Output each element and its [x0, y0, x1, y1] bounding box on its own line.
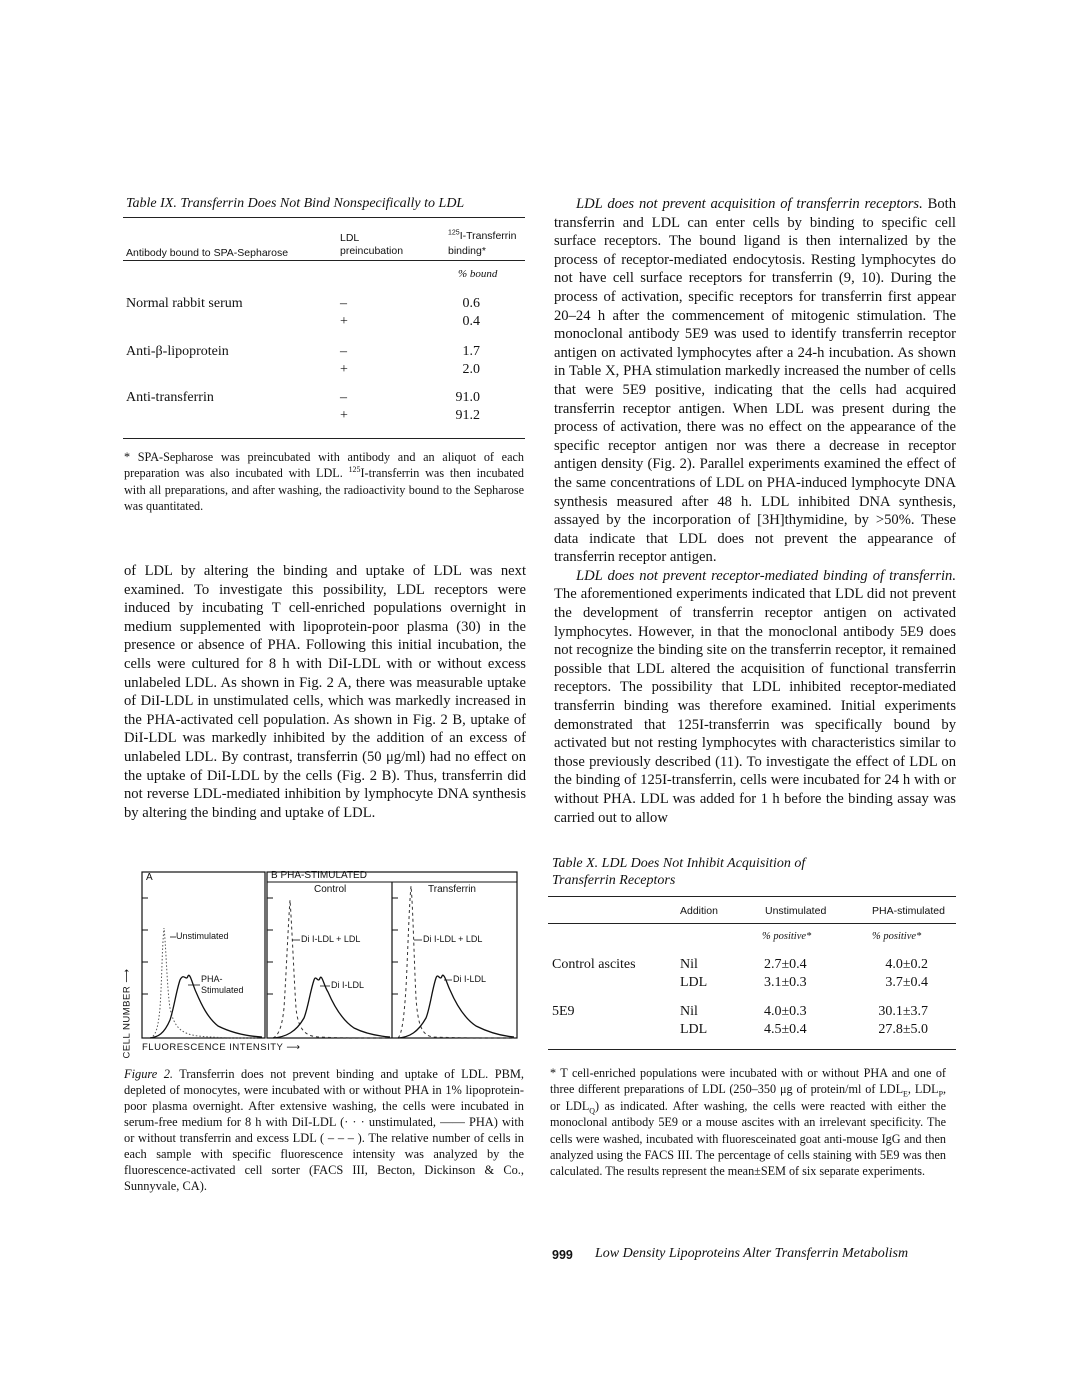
table-10-pha: 3.7±0.4: [885, 975, 928, 990]
table-9-title: Table IX. Transferrin Does Not Bind Nonspecifically to LDL: [126, 196, 465, 211]
table-10-title-1: Table X. LDL Does Not Inhibit Acquisition of: [552, 856, 806, 871]
label-transferrin-dil-ldl: Di I-LDL: [453, 974, 487, 984]
table-9-header-ldl-2: preincubation: [340, 245, 404, 257]
table-9-antibody: Normal rabbit serum: [126, 296, 243, 311]
label-pha-1: PHA-: [201, 974, 223, 984]
table-10-unstim: 4.5±0.4: [764, 1022, 807, 1037]
heading-acquisition: LDL does not prevent acquisition of transferrin receptors.: [576, 196, 923, 212]
table-10-addition: LDL: [680, 1022, 708, 1037]
curve-control-dil-ldl-plus-ldl: [273, 900, 388, 1038]
table-9-footnote: * SPA-Sepharose was preincubated with antibody and an aliquot of each preparation was also incubated with LDL. $^{125}$I-transferrin was then incubated with all preparations, and after washing, the radioactivity bound to the Sepharose was quantitated.: [124, 450, 525, 514]
table-9-ldl-plus: +: [340, 408, 348, 423]
table-10-pha: 27.8±5.0: [878, 1022, 928, 1037]
right-body-text: LDL does not prevent acquisition of transferrin receptors. Both transferrin and LDL can enter cells by binding to specific cell surface receptors. The bound ligand is then internalized by the process of receptor-mediated endocytosis. Resting lymphocytes do not have cell surface receptors for transferrin (9, 10). During the process of activation, specific receptors for transferrin first appear 20–24 h after the commencement of mitogenic stimulation. The monoclonal antibody 5E9 was used to identify transferrin receptor antigen on activated lymphocytes after a 24-h incubation. As shown in Table X, PHA stimulation markedly increased the number of cells that were 5E9 positive, indicating that the cells had acquired transferrin receptor antigen. When LDL was present during the process of activation, there was no effect on the appearance of the specific receptor antigen nor was there a decrease in receptor antigen density (Fig. 2). Parallel experiments examined the effect of the same concentrations of LDL on PHA-induced lymphocyte DNA synthesis measured after 48 h. LDL inhibited DNA synthesis, assayed by the incorporation of [3H]thymidine, by >50%. These data indicate that LDL does not prevent the appearance of transferrin receptor antigen. LDL does not prevent receptor-mediated binding of transferrin. The aforementioned experiments indicated that LDL did not prevent the development of transferrin receptor antigen on activated lymphocytes. However, in that the monoclonal antibody 5E9 does not recognize the binding site on the transferrin receptor, it remained possible that LDL altered the acquisition of functional transferrin receptors. The possibility that LDL inhibited receptor-mediated transferrin binding was therefore examined. Initial experiments demonstrated that 125I-transferrin was specifically bound by activated but not resting lymphocytes with characteristics similar to those previously described (11). To investigate the effect of LDL on the binding of 125I-transferrin, cells were incubated for 24 h with or without PHA. LDL was added for 1 h before the binding assay was carried out to allow: [554, 196, 956, 826]
panel-b-label: B PHA-STIMULATED: [271, 870, 367, 881]
table-9-antibody: Anti-transferrin: [126, 390, 214, 405]
label-control-dil-ldl-plus-ldl: Di I-LDL + LDL: [301, 934, 361, 944]
page-number: 999: [552, 1248, 573, 1262]
figure-2-caption: Figure 2. Transferrin does not prevent binding and uptake of LDL. PBM, depleted of monocytes, were incubated with or without PHA in 1% lipoprotein-poor plasma overnight. After extensive washing, the cells were incubated in serum-free medium for 8 h with DiI-LDL (· · · unstimulated, —— PHA) with or without transferrin and excess LDL ( – – – ). The relative number of cells in each sample with specific fluorescence intensity was analyzed by the fluorescence-activated cell sorter (FACS III, Becton, Dickinson & Co., Sunnyvale, CA).: [124, 1067, 525, 1193]
label-pha-2: Stimulated: [201, 985, 244, 995]
curve-transferrin-dil-ldl: [398, 975, 514, 1038]
running-title: Low Density Lipoproteins Alter Transferrin Metabolism: [595, 1246, 909, 1261]
table-10-addition: Nil: [680, 1004, 698, 1019]
table-10-unstim: 4.0±0.3: [764, 1004, 807, 1019]
table-9-header-tf-2: binding*: [448, 245, 486, 257]
table-10-top-rule: [548, 896, 956, 897]
label-unstimulated: Unstimulated: [176, 931, 229, 941]
table-9-top-rule: [123, 217, 525, 218]
table-10-unit-unstim: % positive*: [762, 931, 812, 942]
left-body-paragraph: of LDL by altering the binding and uptake of LDL was next examined. To investigate this possibility, LDL receptors were induced by incubating T cell-enriched populations overnight in medium supplemented with lipoprotein-poor plasma (30) in the presence or absence of PHA. Following this initial incubation, the cells were cultured for 8 h with DiI-LDL with or without excess unlabeled LDL. As shown in Fig. 2 A, there was measurable uptake of DiI-LDL in unstimulated cells, which was markedly increased in the PHA-activated cell population. As shown in Fig. 2 B, uptake of DiI-LDL was markedly inhibited by the addition of an excess of unlabeled LDL. By contrast, transferrin (50 μg/ml) had no effect on the uptake of DiI-LDL by the cells (Fig. 2 B). Thus, transferrin did not reverse LDL-mediated inhibition by lymphocyte DNA synthesis by altering the binding and uptake of LDL.: [124, 563, 526, 821]
x-axis-label: FLUORESCENCE INTENSITY ⟶: [142, 1042, 301, 1053]
table-10-footnote: * T cell-enriched populations were incubated with or without PHA and one of three different preparations of LDL (250–350 μg of protein/ml of $LDL_E$, $LDL_P$, or $LDL_Q$) as indicated. After washing, the cells were reacted with either the monoclonal antibody 5E9 or a mouse ascites with an irrelevant specificity. The cells were washed, incubated with fluoresceinated goat anti-mouse IgG and then analyzed using the FACS III. The percentage of cells staining with 5E9 was then calculated. The results represent the mean±SEM of six separate experiments.: [550, 1066, 947, 1179]
table-9-unit: % bound: [458, 268, 498, 280]
table-9-header-ldl-1: LDL: [340, 232, 360, 244]
table-10-unstim: 3.1±0.3: [764, 975, 807, 990]
heading-binding: LDL does not prevent receptor-mediated binding of transferrin.: [576, 567, 956, 584]
table-10-pha: 30.1±3.7: [878, 1004, 928, 1019]
table-9-header-tf-1: $^{125}$I-Transferrin: [448, 229, 517, 242]
table-10-header-addition: Addition: [680, 905, 718, 917]
table-9-value-minus: 0.6: [462, 296, 480, 311]
table-9-ldl-minus: –: [340, 390, 347, 405]
y-axis-arrow-icon: ⟶: [121, 968, 133, 983]
table-9-value-plus: 0.4: [462, 314, 480, 329]
subpanel-control-label: Control: [314, 884, 347, 895]
figure-2: [118, 868, 520, 1058]
table-9-ldl-plus: +: [340, 314, 348, 329]
subpanel-transferrin-label: Transferrin: [428, 884, 476, 895]
table-10-addition: Nil: [680, 957, 698, 972]
table-9-value-plus: 91.2: [455, 408, 480, 423]
y-axis-label: CELL NUMBER ⟶: [121, 968, 133, 1059]
table-9-ldl-plus: +: [340, 362, 348, 377]
table-10-header-pha: PHA-stimulated: [872, 905, 945, 917]
table-9-value-plus: 2.0: [462, 362, 480, 377]
table-9-value-minus: 1.7: [462, 344, 480, 359]
table-9-header-rule: [123, 260, 525, 261]
curve-transferrin-dil-ldl-plus-ldl: [398, 886, 514, 1038]
x-axis-arrow-icon: ⟶: [286, 1042, 301, 1053]
label-transferrin-dil-ldl-plus-ldl: Di I-LDL + LDL: [423, 934, 483, 944]
table-9-ldl-minus: –: [340, 296, 347, 311]
table-9-header-antibody: Antibody bound to SPA-Sepharose: [126, 247, 289, 259]
table-10-group: 5E9: [552, 1004, 575, 1019]
label-control-dil-ldl: Di I-LDL: [331, 980, 365, 990]
table-10-unstim: 2.7±0.4: [764, 957, 807, 972]
table-10-pha: 4.0±0.2: [885, 957, 928, 972]
table-9-ldl-minus: –: [340, 344, 347, 359]
table-10-unit-pha: % positive*: [872, 931, 922, 942]
table-9-value-minus: 91.0: [455, 390, 480, 405]
table-10-group: Control ascites: [552, 957, 636, 972]
table-10-addition: LDL: [680, 975, 708, 990]
table-9-antibody: Anti-β-lipoprotein: [126, 344, 229, 359]
figure-2-plot: [118, 868, 520, 1058]
table-10-bottom-rule: [548, 1049, 956, 1050]
table-10-title-2: Transferrin Receptors: [552, 873, 676, 888]
table-10-header-rule: [548, 923, 956, 924]
table-9-bottom-rule: [123, 438, 525, 439]
panel-a-label: A: [146, 872, 153, 883]
table-10-header-unstim: Unstimulated: [765, 905, 827, 917]
